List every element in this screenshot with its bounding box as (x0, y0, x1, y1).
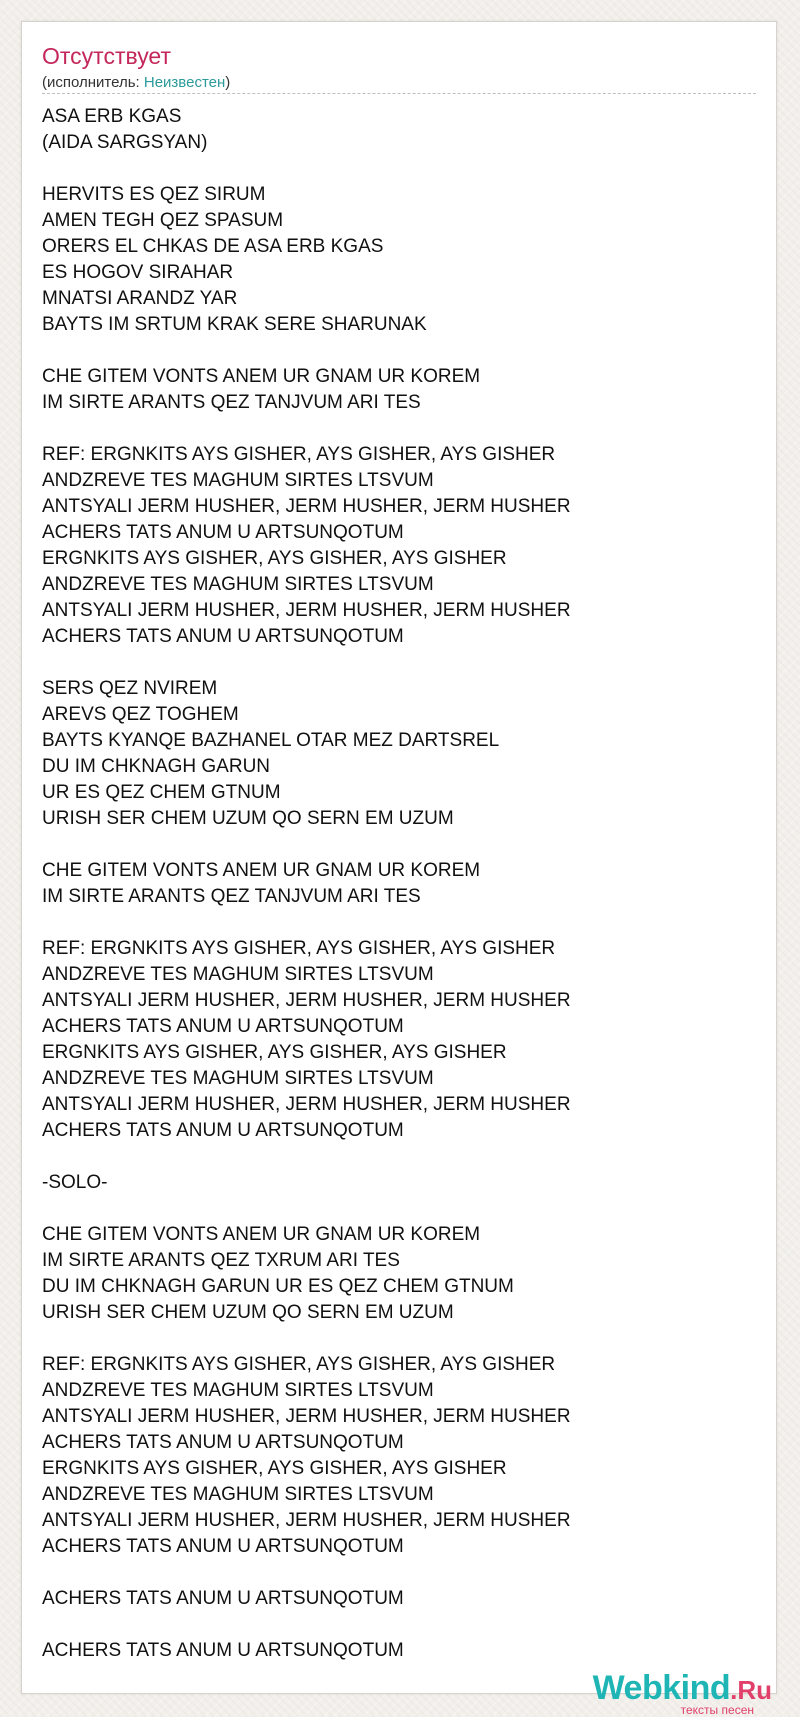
logo-tld: .Ru (730, 1675, 772, 1705)
lyric-line: CHE GITEM VONTS ANEM UR GNAM UR KOREM (42, 366, 481, 387)
lyric-line: HERVITS ES QEZ SIRUM (42, 184, 266, 205)
lyric-line: BAYTS KYANQE BAZHANEL OTAR MEZ DARTSREL (42, 730, 500, 751)
lyric-line: UR ES QEZ CHEM GTNUM (42, 782, 281, 803)
lyric-line: AREVS QEZ TOGHEM (42, 704, 239, 725)
lyric-line: REF: ERGNKITS AYS GISHER, AYS GISHER, AYS GISHER (42, 938, 556, 959)
lyric-line: DU IM CHKNAGH GARUN (42, 756, 271, 777)
lyric-blank-line (42, 1560, 752, 1586)
lyric-line: ERGNKITS AYS GISHER, AYS GISHER, AYS GISHER (42, 1458, 507, 1479)
lyric-line: ANTSYALI JERM HUSHER, JERM HUSHER, JERM HUSHER (42, 600, 571, 621)
lyrics-card (21, 21, 777, 1694)
lyric-blank-line (42, 1612, 752, 1638)
lyric-line: ANDZREVE TES MAGHUM SIRTES LTSVUM (42, 964, 434, 985)
lyric-blank-line (42, 338, 752, 364)
lyric-line: ORERS EL CHKAS DE ASA ERB KGAS (42, 236, 384, 257)
lyric-line: ACHERS TATS ANUM U ARTSUNQOTUM (42, 1640, 404, 1661)
lyric-line: -SOLO- (42, 1172, 108, 1193)
lyric-line: AMEN TEGH QEZ SPASUM (42, 210, 284, 231)
lyric-line: ASA ERB KGAS (42, 106, 182, 127)
title-divider (42, 93, 756, 94)
lyric-line: ANDZREVE TES MAGHUM SIRTES LTSVUM (42, 1068, 434, 1089)
lyric-line: ANTSYALI JERM HUSHER, JERM HUSHER, JERM HUSHER (42, 1406, 571, 1427)
lyric-blank-line (42, 416, 752, 442)
lyric-line: IM SIRTE ARANTS QEZ TXRUM ARI TES (42, 1250, 400, 1271)
lyric-line: CHE GITEM VONTS ANEM UR GNAM UR KOREM (42, 1224, 481, 1245)
lyric-line: (AIDA SARGSYAN) (42, 132, 208, 153)
song-title: Отсутствует (42, 43, 171, 69)
lyric-line: ACHERS TATS ANUM U ARTSUNQOTUM (42, 1120, 404, 1141)
site-logo[interactable] (592, 1669, 772, 1717)
lyric-line: ANTSYALI JERM HUSHER, JERM HUSHER, JERM HUSHER (42, 1094, 571, 1115)
lyric-blank-line (42, 1326, 752, 1352)
lyric-line: ANTSYALI JERM HUSHER, JERM HUSHER, JERM HUSHER (42, 496, 571, 517)
lyric-line: DU IM CHKNAGH GARUN UR ES QEZ CHEM GTNUM (42, 1276, 514, 1297)
logo-wordmark: Webkind (592, 1669, 731, 1707)
lyric-line: ES HOGOV SIRAHAR (42, 262, 234, 283)
lyric-line: ACHERS TATS ANUM U ARTSUNQOTUM (42, 1536, 404, 1557)
lyric-line: REF: ERGNKITS AYS GISHER, AYS GISHER, AYS GISHER (42, 444, 556, 465)
lyric-line: ACHERS TATS ANUM U ARTSUNQOTUM (42, 522, 404, 543)
lyric-line: ANTSYALI JERM HUSHER, JERM HUSHER, JERM HUSHER (42, 990, 571, 1011)
lyric-line: URISH SER CHEM UZUM QO SERN EM UZUM (42, 1302, 454, 1323)
lyric-line: IM SIRTE ARANTS QEZ TANJVUM ARI TES (42, 392, 421, 413)
lyric-line: ACHERS TATS ANUM U ARTSUNQOTUM (42, 1432, 404, 1453)
lyric-line: ANDZREVE TES MAGHUM SIRTES LTSVUM (42, 470, 434, 491)
artist-line (42, 73, 230, 93)
lyric-blank-line (42, 832, 752, 858)
lyric-blank-line (42, 1196, 752, 1222)
lyric-blank-line (42, 156, 752, 182)
artist-suffix: ) (225, 74, 231, 91)
lyric-line: ACHERS TATS ANUM U ARTSUNQOTUM (42, 626, 404, 647)
lyric-line: ERGNKITS AYS GISHER, AYS GISHER, AYS GISHER (42, 548, 507, 569)
lyric-line: SERS QEZ NVIREM (42, 678, 218, 699)
lyric-line: CHE GITEM VONTS ANEM UR GNAM UR KOREM (42, 860, 481, 881)
lyric-line: ERGNKITS AYS GISHER, AYS GISHER, AYS GISHER (42, 1042, 507, 1063)
lyric-line: ANDZREVE TES MAGHUM SIRTES LTSVUM (42, 574, 434, 595)
lyric-line: BAYTS IM SRTUM KRAK SERE SHARUNAK (42, 314, 427, 335)
lyric-line: MNATSI ARANDZ YAR (42, 288, 238, 309)
lyric-line: ANTSYALI JERM HUSHER, JERM HUSHER, JERM HUSHER (42, 1510, 571, 1531)
lyric-line: ANDZREVE TES MAGHUM SIRTES LTSVUM (42, 1484, 434, 1505)
lyric-blank-line (42, 1144, 752, 1170)
logo-tagline: тексты песен (680, 1703, 754, 1717)
lyric-line: ANDZREVE TES MAGHUM SIRTES LTSVUM (42, 1380, 434, 1401)
lyric-line: ACHERS TATS ANUM U ARTSUNQOTUM (42, 1016, 404, 1037)
artist-link[interactable]: Неизвестен (143, 74, 226, 91)
lyric-line: ACHERS TATS ANUM U ARTSUNQOTUM (42, 1588, 404, 1609)
lyric-line: IM SIRTE ARANTS QEZ TANJVUM ARI TES (42, 886, 421, 907)
lyrics-text (42, 104, 752, 1664)
lyric-blank-line (42, 650, 752, 676)
lyric-blank-line (42, 910, 752, 936)
lyric-line: URISH SER CHEM UZUM QO SERN EM UZUM (42, 808, 454, 829)
artist-prefix: (исполнитель: (42, 74, 144, 91)
lyric-line: REF: ERGNKITS AYS GISHER, AYS GISHER, AYS GISHER (42, 1354, 556, 1375)
